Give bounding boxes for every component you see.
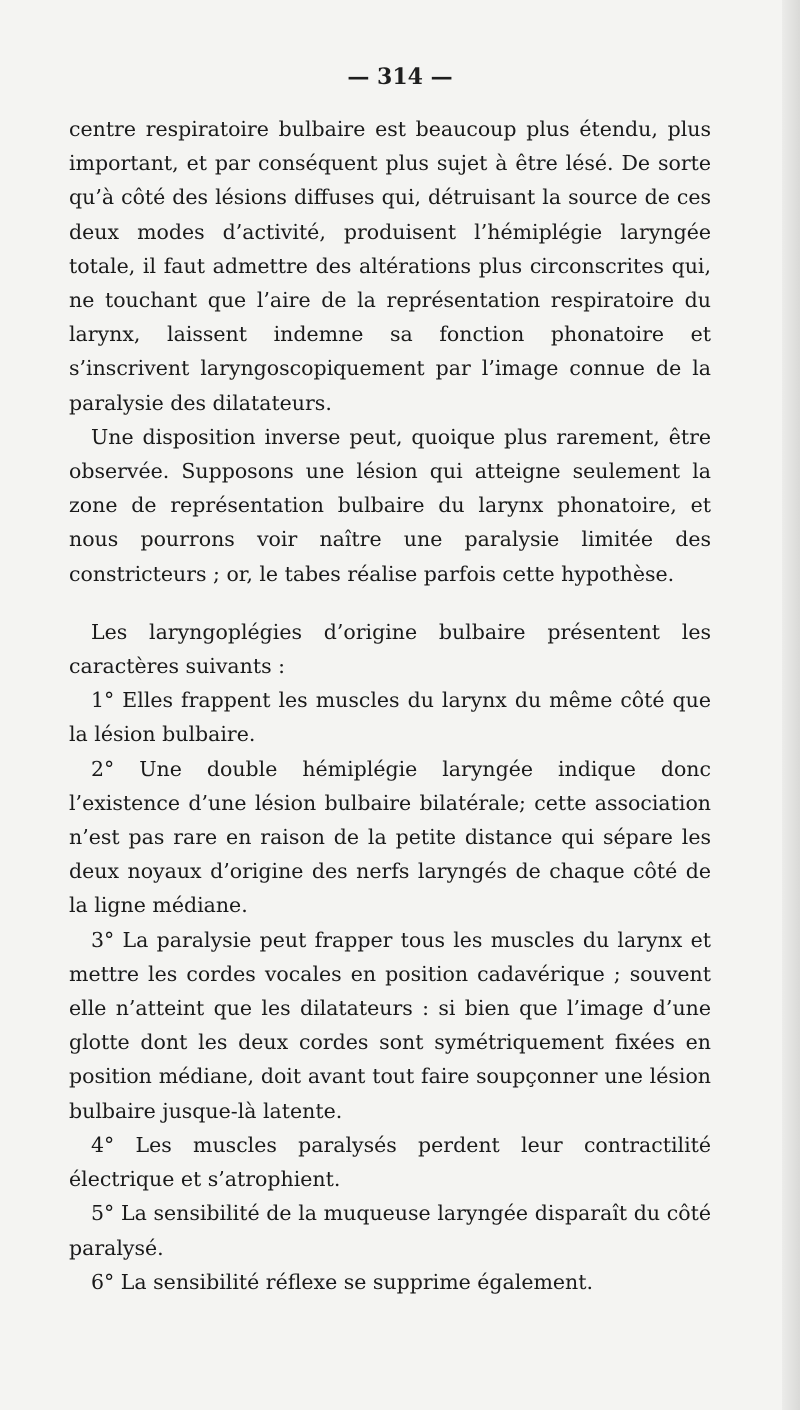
list-item-6: 6° La sensibilité réflexe se supprime également. <box>91 1269 593 1294</box>
list-item-4: 4° Les muscles paralysés perdent leur contractilité électrique et s’atrophient. <box>69 1132 711 1192</box>
list-item-3: 3° La paralysie peut frapper tous les muscles du larynx et mettre les cordes vocales en position cadavérique ; souvent elle n’atteint que les dilatateurs : si bien que l’image d’une glotte dont les deux cordes sont symétriquement fixées en position médiane, doit avant tout faire soupçonner une lésion bulbaire jusque-là latente. <box>69 927 711 1123</box>
paragraph-inverse-disposition: Une disposition inverse peut, quoique plus rarement, être observée. Supposons une lésion qui atteigne seulement la zone de représentation bulbaire du larynx phonatoire, et nous pourrons voir naître une paralysie limitée des constricteurs ; or, le tabes réalise parfois cette hypothèse. <box>69 424 711 586</box>
paragraph-characteristics-intro: Les laryngoplégies d’origine bulbaire présentent les caractères suivants : <box>69 619 711 679</box>
body-text <box>69 112 711 1299</box>
page-edge-shadow <box>782 0 800 1410</box>
page-number: — 314 — <box>347 64 453 90</box>
paragraph-continuation: centre respiratoire bulbaire est beaucoup plus étendu, plus important, et par conséquent plus sujet à être lésé. De sorte qu’à côté des lésions diffuses qui, détruisant la source de ces deux modes d’activité, produisent l’hémiplégie laryngée totale, il faut admettre des altérations plus circonscrites qui, ne touchant que l’aire de la représentation respiratoire du larynx, laissent indemne sa fonction phonatoire et s’inscrivent laryngoscopiquement par l’image connue de la paralysie des dilatateurs. <box>69 117 711 415</box>
list-item-1: 1° Elles frappent les muscles du larynx du même côté que la lésion bulbaire. <box>69 688 711 747</box>
list-item-2: 2° Une double hémiplégie laryngée indique donc l’existence d’une lésion bulbaire bilatérale; cette association n’est pas rare en raison de la petite distance qui sépare les deux noyaux d’origine des nerfs laryngés de chaque côté de la ligne médiane. <box>69 756 711 918</box>
list-item-5: 5° La sensibilité de la muqueuse laryngée disparaît du côté paralysé. <box>69 1201 711 1260</box>
